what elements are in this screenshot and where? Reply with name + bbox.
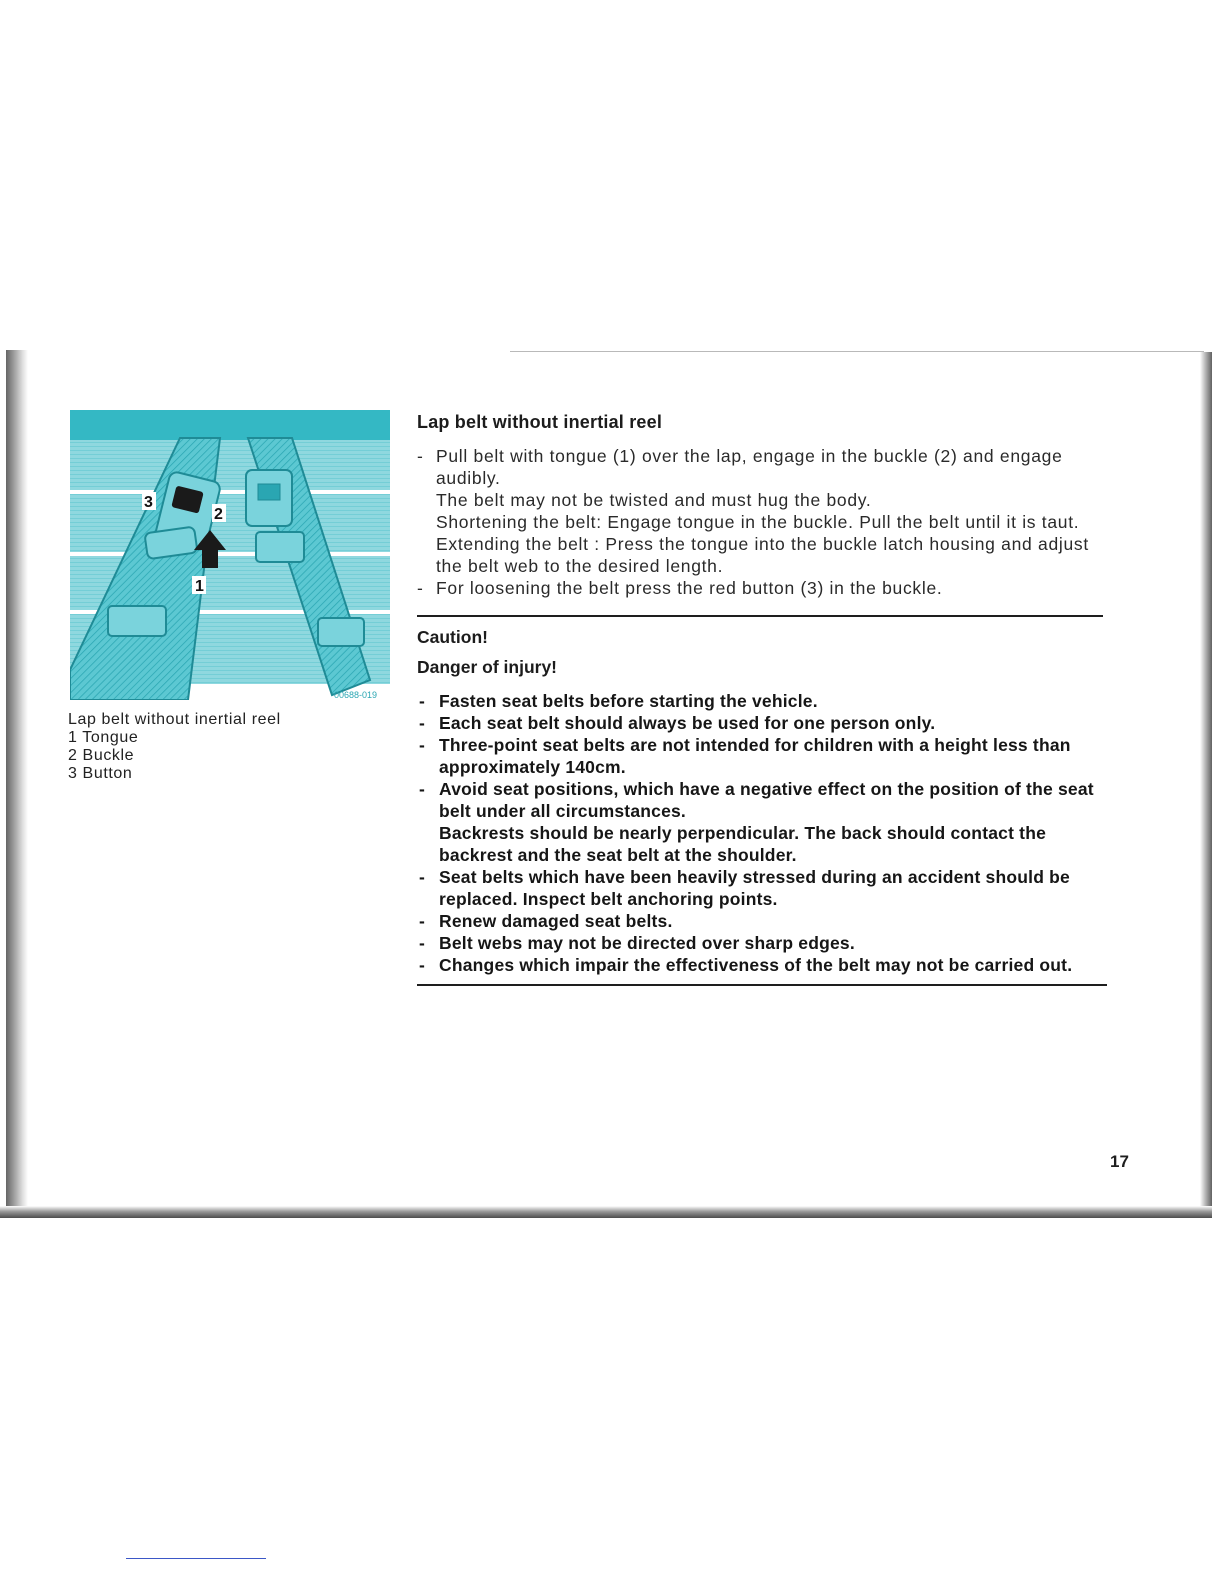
list-dash: - (419, 955, 426, 975)
caution-top-rule (417, 615, 1103, 617)
callout-tongue: 1 (195, 578, 204, 595)
caution-item (417, 690, 1107, 712)
caption-item: 1 Tongue (68, 729, 139, 746)
list-dash: - (419, 867, 426, 887)
main-column (417, 412, 1107, 986)
figure-code: 00688-019 (334, 690, 378, 700)
caption-item: 3 Button (68, 765, 133, 782)
caution-text: Avoid seat positions, which have a negative effect on the position of the seat belt under all circumstances. (439, 779, 1094, 821)
figure-caption (68, 711, 281, 783)
caution-item (417, 778, 1107, 866)
page-edge-left (6, 350, 28, 1212)
bottom-link-line (126, 1558, 266, 1559)
callout-button: 3 (144, 494, 153, 511)
instruction-note: Extending the belt : Press the tongue into the buckle latch housing and adjust the belt web to the desired length. (436, 534, 1089, 576)
caution-item (417, 954, 1107, 976)
caution-text: Three-point seat belts are not intended for children with a height less than approximately 140cm. (439, 735, 1071, 777)
instruction-note: The belt may not be twisted and must hug the body. (436, 490, 872, 510)
list-dash: - (417, 578, 424, 598)
instruction-text: Pull belt with tongue (1) over the lap, engage in the buckle (2) and engage audibly. (436, 446, 1063, 488)
page-number: 17 (1110, 1152, 1129, 1171)
caption-title: Lap belt without inertial reel (68, 711, 281, 728)
list-dash: - (419, 713, 426, 733)
callout-buckle: 2 (214, 506, 223, 523)
list-dash: - (419, 735, 426, 755)
caution-text: Changes which impair the effectiveness of the belt may not be carried out. (439, 955, 1073, 975)
list-dash: - (419, 911, 426, 931)
caution-text: Each seat belt should always be used for one person only. (439, 713, 936, 733)
caution-text: Seat belts which have been heavily stressed during an accident should be replaced. Inspect belt anchoring points. (439, 867, 1070, 909)
instruction-list (417, 445, 1107, 599)
instruction-item (417, 577, 1107, 599)
page-top-line (510, 351, 1204, 352)
caution-title: Caution! (417, 627, 488, 647)
list-dash: - (419, 691, 426, 711)
caution-item (417, 910, 1107, 932)
caution-item (417, 712, 1107, 734)
instruction-item (417, 445, 1107, 577)
instruction-text: For loosening the belt press the red button (3) in the buckle. (436, 578, 943, 598)
danger-title: Danger of injury! (417, 657, 558, 677)
caution-list (417, 690, 1107, 976)
list-dash: - (419, 933, 426, 953)
caution-text: Belt webs may not be directed over sharp edges. (439, 933, 855, 953)
lap-belt-illustration (70, 410, 390, 700)
caution-text: Fasten seat belts before starting the vehicle. (439, 691, 818, 711)
caution-item (417, 932, 1107, 954)
list-dash: - (419, 779, 426, 799)
page-edge-right (1200, 352, 1212, 1210)
instruction-note: Shortening the belt: Engage tongue in the buckle. Pull the belt until it is taut. (436, 512, 1080, 532)
caution-item (417, 866, 1107, 910)
caution-bottom-rule (417, 984, 1107, 986)
caution-note: Backrests should be nearly perpendicular. The back should contact the backrest and the seat belt at the shoulder. (439, 823, 1047, 865)
caution-text: Renew damaged seat belts. (439, 911, 673, 931)
page-bottom-edge (0, 1206, 1212, 1218)
caution-item (417, 734, 1107, 778)
caption-item: 2 Buckle (68, 747, 135, 764)
list-dash: - (417, 446, 424, 466)
section-title: Lap belt without inertial reel (417, 412, 663, 432)
